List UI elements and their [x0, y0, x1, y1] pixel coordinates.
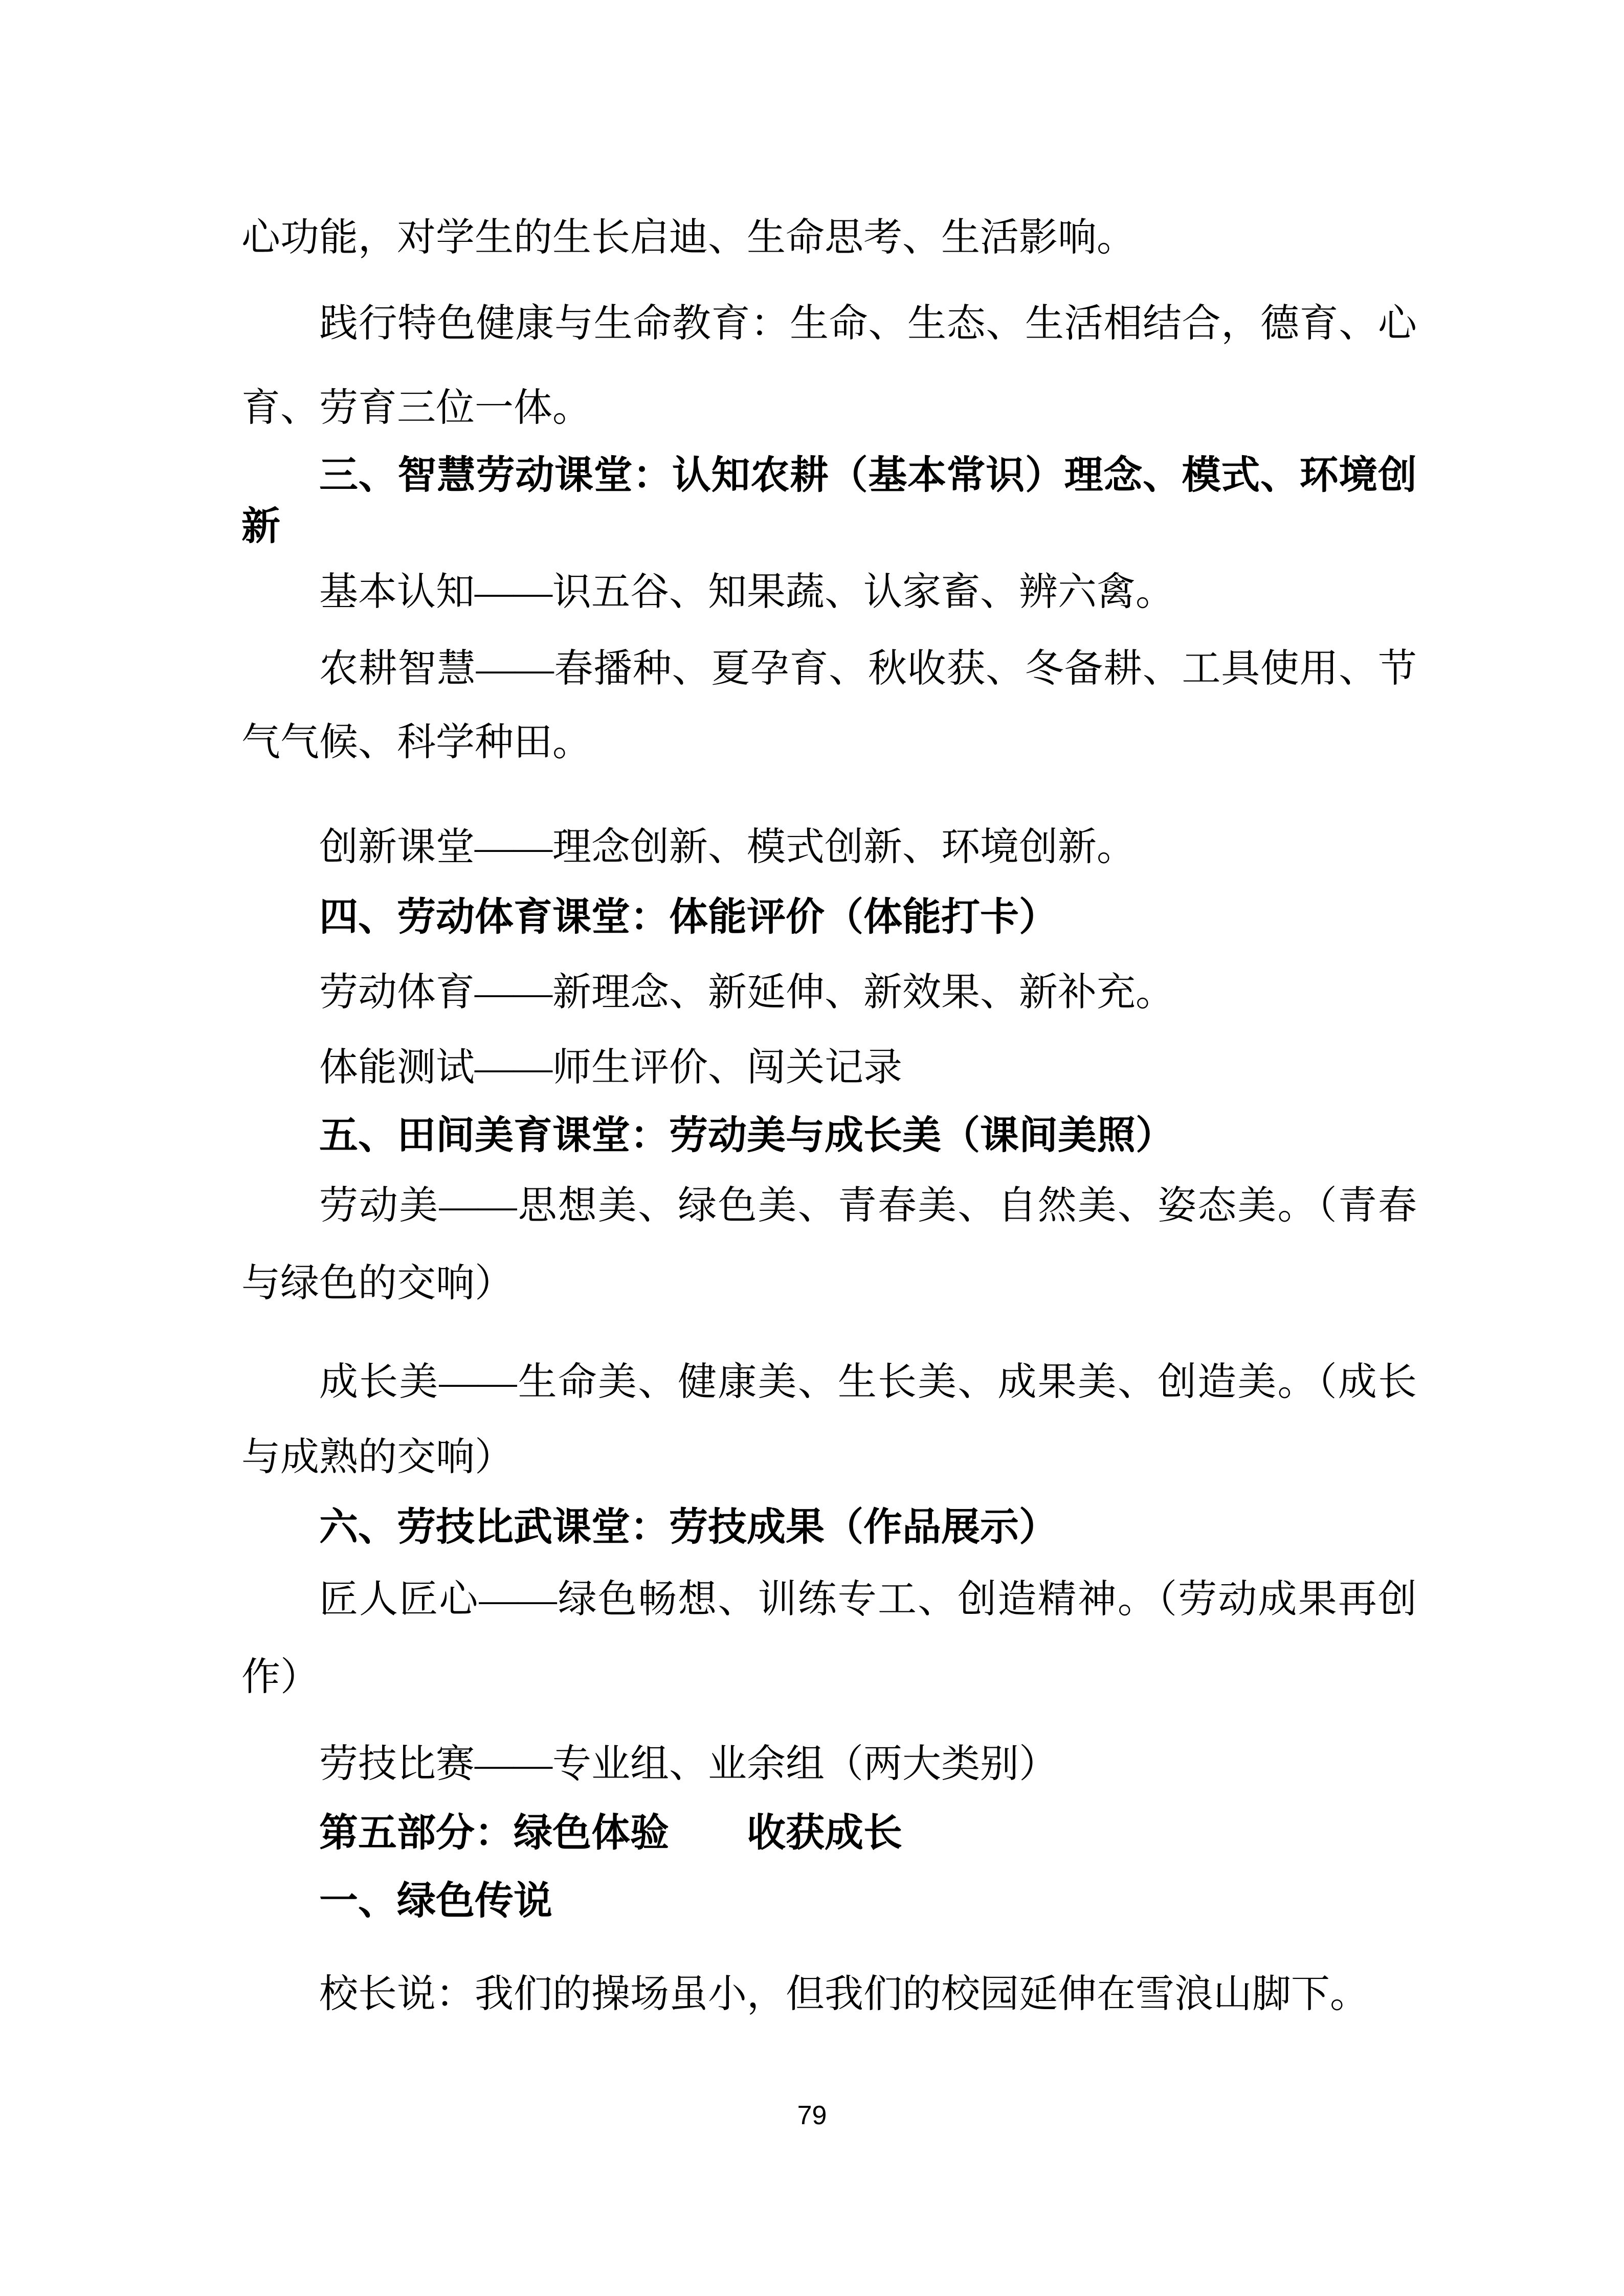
heading-section-5: 五、田间美育课堂：劳动美与成长美（课间美照）: [319, 1114, 1174, 1157]
heading-part-5: 第五部分：绿色体验 收获成长: [319, 1812, 902, 1855]
body-line-health-education: 践行特色健康与生命教育：生命、生态、生活相结合，德育、心: [319, 302, 1417, 345]
body-line-craftsman: 匠人匠心——绿色畅想、训练专工、创造精神。（劳动成果再创: [319, 1578, 1417, 1621]
heading-section-3-line-2: 新: [241, 505, 280, 548]
body-line-principal-quote: 校长说：我们的操场虽小，但我们的校园延伸在雪浪山脚下。: [319, 1973, 1369, 2016]
body-line-continuation-3: 气气候、科学种田。: [241, 721, 591, 764]
page-number: 79: [797, 2101, 827, 2130]
heading-section-3-line-1: 三、智慧劳动课堂：认知农耕（基本常识）理念、模式、环境创: [319, 454, 1417, 497]
body-line-continuation-1: 心功能，对学生的生长启迪、生命思考、生活影响。: [241, 216, 1136, 259]
body-line-continuation-2: 育、劳育三位一体。: [241, 387, 591, 430]
body-line-continuation-6: 作）: [241, 1656, 319, 1699]
heading-section-4: 四、劳动体育课堂：体能评价（体能打卡）: [319, 896, 1058, 939]
body-line-continuation-5: 与成熟的交响）: [241, 1436, 514, 1479]
body-line-continuation-4: 与绿色的交响）: [241, 1262, 514, 1305]
body-line-labor-beauty: 劳动美——思想美、绿色美、青春美、自然美、姿态美。（青春: [319, 1184, 1417, 1227]
body-line-labor-pe: 劳动体育——新理念、新延伸、新效果、新补充。: [319, 971, 1174, 1014]
body-line-skill-competition: 劳技比赛——专业组、业余组（两大类别）: [319, 1743, 1058, 1786]
body-line-innovative-classroom: 创新课堂——理念创新、模式创新、环境创新。: [319, 826, 1136, 869]
body-line-basic-cognition: 基本认知——识五谷、知果蔬、认家畜、辨六禽。: [319, 571, 1174, 614]
body-line-fitness-test: 体能测试——师生评价、闯关记录: [319, 1046, 902, 1089]
heading-green-legend: 一、绿色传说: [319, 1880, 552, 1923]
body-line-farming-wisdom: 农耕智慧——春播种、夏孕育、秋收获、冬备耕、工具使用、节: [319, 647, 1417, 690]
body-line-growth-beauty: 成长美——生命美、健康美、生长美、成果美、创造美。（成长: [319, 1361, 1417, 1404]
heading-section-6: 六、劳技比武课堂：劳技成果（作品展示）: [319, 1506, 1058, 1549]
